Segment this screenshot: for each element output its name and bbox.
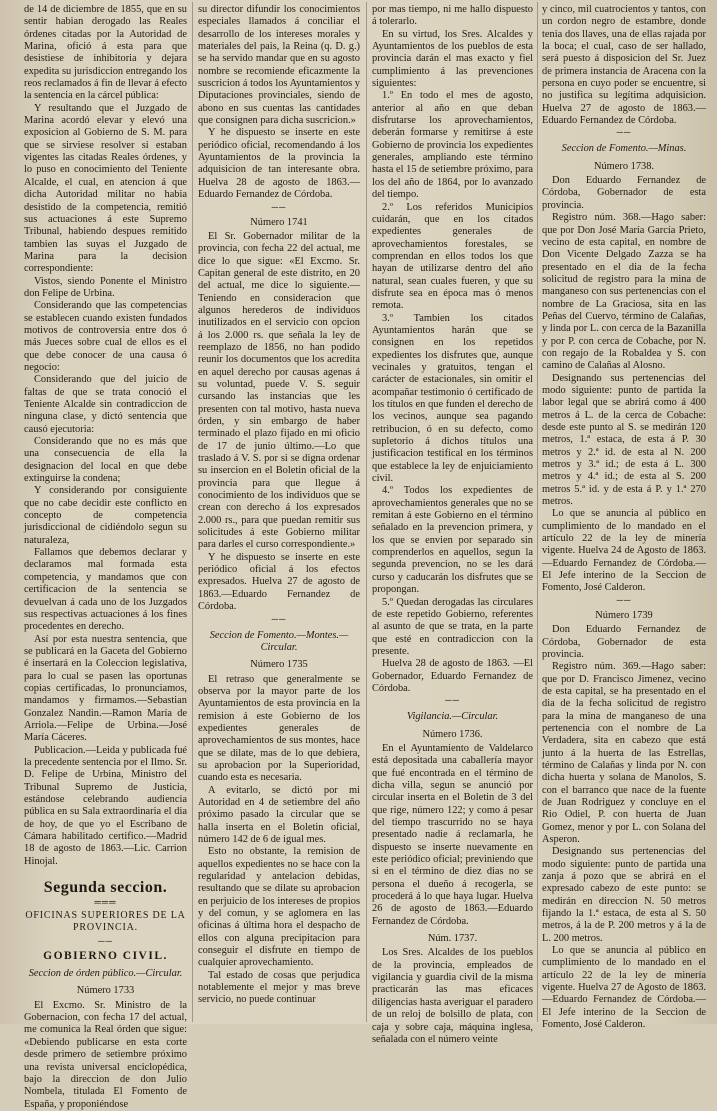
paragraph: de 14 de diciembre de 1855, que en su sentir habian derogado las Reales órdenes citadas por la Autoridad de Marina, ofició á esta para que desistiese de inhibitoria y dejara expedita su jurisdiccion entregando los reos reclamados á fin de llevar á efecto la sentencia en la cárcel pública: bbox=[24, 4, 187, 102]
subsection-heading: Seccion de órden público.—Circular. bbox=[28, 968, 183, 980]
column-rule bbox=[537, 2, 538, 1022]
paragraph: El Excmo. Sr. Ministro de la Gobernacion, con fecha 17 del actual, me comunica la Real órden que sigue: «Debiendo publicarse en esta corte desde primero de setiembre próximo una revista universal enciclopédica, bajo la direccion de don Julio Nombela, titulada El Fomento de España, y proponiéndose bbox=[24, 999, 187, 1110]
offices-heading: OFICINAS SUPERIORES DE LA PROVINCIA. bbox=[25, 910, 186, 934]
divider: ── bbox=[98, 935, 113, 946]
column-rule bbox=[192, 2, 193, 1022]
subsection-heading: Vigilancia.—Circular. bbox=[406, 711, 499, 723]
paragraph: Lo que se anuncia al público en cumplimiento de lo mandado en el artículo 22 de la ley de minería vigente. Huelva 24 de Agosto de 1863.—Eduardo Fernandez de Córdoba.—El Jefe interino de la Seccion de Fomento, José Calderon. bbox=[542, 508, 706, 594]
paragraph: 5.º Quedan derogadas las circulares de este repetido Gobierno, referentes al asunto de que se trata, en la parte que esté en contradiccion con la presente. bbox=[372, 596, 533, 657]
paragraph: 2.º Los referidos Municipios cuidarán, que en los citados expedientes generales de aprovechamientos forestales, se comprendan en ellos todos los que hayan de utilizarse dentro del año natural, sean cuales fueren, y que su disfrute sea en época mas ó menos remota. bbox=[372, 201, 533, 312]
notice-number: Núm. 1737. bbox=[427, 933, 478, 945]
notice-number: Número 1738. bbox=[593, 160, 655, 172]
paragraph: Designando sus pertenencias del modo siguiente: punto de partida una zanja á pozo que se abrirá en el expresado cabezo de este punto: se medirán en direccion N. 50 metros fijando la 1.ª estaca, de esta al S. 50 metros, á la de P. 200 metros y á la de L. 200 metros. bbox=[542, 846, 706, 944]
paragraph: y cinco, mil cuatrocientos y tantos, con un cordon negro de estambre, donde tenia dos llaves, una de ellas rajada por la boca; el cual, caso de ser hallado, será puesto á disposicion del Sr. Juez de primera instancia de Aracena con la persona en cuyo poder se encuentre, si no justifica su legítima adquisicion. Huelva 27 de agosto de 1863.—Eduardo Fernandez de Córdoba. bbox=[542, 4, 706, 127]
paragraph: Registro núm. 369.—Hago saber: que por D. Francisco Jimenez, vecino de esta capital, se ha presentado en el dia de la fecha solicitud de registro para la mina de manganeso de una pertenencia con el nombre de La Verdadera, sita en cabezo que está junto á la huerta de las Estrellas, término de Calañas y linda por N. con dicha huerta y solana de Manolos, S. con el barranco que nace de la fuente de Juan Rodriguez y concluye en el Rio Odiel, P. con huerta de Juan Gomez, menor y por L. con Solana del Asperon. bbox=[542, 661, 706, 845]
paragraph: Y he dispuesto se inserte en este periódico oficial á los efectos expresados. Huelva 27 de agosto de 1863.—Eduardo Fernandez de Córdoba. bbox=[198, 551, 360, 613]
paragraph: Designando sus pertenencias del modo siguiente: punto de partida la labor legal que se abrirá como á 400 metros á L. de la cerca de Cobache: desde este punto al S. se medirán 120 metros, 1.ª estaca, de esta á P. 30 metros y 2.ª id. de esta al N. 200 metros y 3.ª id.; de esta á L. 300 metros y 4.ª id.; de esta al S. 200 metros 5.ª id. y de esta á P. y 1.ª 270 metros. bbox=[542, 372, 706, 508]
divider: ── bbox=[616, 594, 632, 605]
divider: ── bbox=[271, 613, 287, 624]
paragraph: Don Eduardo Fernandez de Córdoba, Gobernador de esta provincia. bbox=[542, 175, 706, 211]
paragraph: Esto no obstante, la remision de aquellos expedientes no se hace con la regularidad y antelacion debidas, resultando que se dilate su aprobacion en perjuicio de los intereses de propios y del comun, y se aglomera en las oficinas á última hora el despacho de ellos con alguna precipitacion para conseguir el disfrute en tiempo de cualquier aprovechamiento. bbox=[198, 846, 360, 969]
column-3 bbox=[372, 4, 533, 1045]
paragraph: Así por esta nuestra sentencia, que se publicará en la Gaceta del Gobierno é insertará en la Coleccion legislativa, para lo cual se pasen las oportunas copias certificadas, lo pronunciamos, mandamos y firmamos.—Sebastian Gonzalez Nandin.—Ramon María de Arriola.—Felipe de Urbina.—José María Cáceres. bbox=[24, 633, 187, 744]
notice-number: Número 1735 bbox=[250, 659, 308, 671]
paragraph: Y resultando que el Juzgado de Marina acordó elevar y elevó una exposicion al Gobierno de S. M. para que se sirviese resolver si estaban vigentes las citadas Reales órdenes, y lo puso en conocimiento del Teniente Alcalde, el cual, en atencion á que dicha Autoridad militar no habia desistido de la competencia, remitió sus actuaciones á este Supremo Tribunal, habiendo despues remitido tambien las suyas el Juzgado de Marina para la decision correspondiente: bbox=[24, 102, 187, 275]
paragraph: Considerando que no es más que una consecuencia de ella la designacion del local en que debe extinguirse la condena; bbox=[24, 436, 187, 485]
paragraph: Huelva 28 de agosto de 1863. —El Gobernador, Eduardo Fernandez de Córdoba. bbox=[372, 658, 533, 694]
divider: ── bbox=[445, 695, 460, 706]
paragraph: Los Sres. Alcaldes de los pueblos de la provincia, empleados de vigilancia y guardia civil de la misma practicarán las mas eficaces diligencias hasta averiguar el paradero de un reloj de bolsillo de plata, con caja y sobre caja, máquina inglesa, señalada con el número veinte bbox=[372, 947, 533, 1045]
paragraph: 1.º En todo el mes de agosto, anterior al año en que deban disfrutarse los aprovechamientos, deberán formarse y remitirse á este Gobierno de provincia los expedientes generales, ampliando este término hasta el 15 de setiembre próximo, para los del año de 1864, por lo avanzado del tiempo. bbox=[372, 90, 533, 201]
paragraph: Don Eduardo Fernandez de Córdoba, Gobernador de esta provincia. bbox=[542, 624, 706, 660]
divider: ── bbox=[616, 127, 632, 138]
paragraph: A evitarlo, se dictó por mi Autoridad en 4 de setiembre del año próximo pasado la circular que se halla inserta en el Boletin oficial, número 142 de 6 de igual mes. bbox=[198, 784, 360, 845]
paragraph: Registro núm. 368.—Hago saber: que por Don José María García Prieto, vecino de esta capital, en nombre de Don Vicente Delgado Zazza se ha presentado en el dia de la fecha solicitud de registro para la mina de manganeso con sus pertenencias con el nombre de La Graciosa, sita en las Peñas del Cuervo, término de Calañas, y linda por L. con cerca de la Bazanilla y por P. con cerca de Cobache, por N. con regajo de la Robaldea y S. con camino de Calañas al Alosno. bbox=[542, 212, 706, 372]
notice-number: Número 1736. bbox=[422, 728, 483, 740]
column-4 bbox=[542, 4, 706, 1031]
paragraph: 4.º Todos los expedientes de aprovechamientos generales que no se remitan á este Gobierno en el término señalado en la prevencion primera, y los que se envien por separado sin comprenderlos en aquellos, segun la segunda prevencion, no se les dará curso y caducarán los disfrutes que se propongan. bbox=[372, 485, 533, 596]
notice-number: Número 1741 bbox=[250, 216, 308, 228]
paragraph: Lo que se anuncia al público en cumplimiento de lo mandado en el artículo 22 de la ley de minería vigente. Huelva 27 de Agosto de 1863.—Eduardo Fernandez de Córdoba.—El Jefe interino de la Seccion de Fomento, José Calderon. bbox=[542, 945, 706, 1031]
paragraph: Considerando que del juicio de faltas de que se trata conoció el Teniente Alcalde sin contradiccion de ninguna clase, y dictó sentencia que causó ejecutoria: bbox=[24, 374, 187, 435]
paragraph: Tal estado de cosas que perjudica notablemente el mejor y mas breve servicio, no puede continuar bbox=[198, 969, 360, 1006]
paragraph: Fallamos que debemos declarar y declaramos mal formada esta competencia, y mandamos que con certificacion de la sentencia se devuelvan á cada uno de los Juzgados sus respectivas actuaciones á los fines procedentes en derecho. bbox=[24, 547, 187, 633]
notice-number: Número 1733 bbox=[76, 985, 135, 997]
paragraph: su director difundir los conocimientos especiales llamados á conciliar el desarrollo de los intereses morales y materiales del pais, la Reina (q. D. g.) se ha servido mandar que en su agosto nombre se recomiende eficazmente la suscricion á todos los Ayuntamientos y Diputaciones provinciales, siendo de abono en sus cuentas las cantidades que consignen para dicha suscricion.» bbox=[198, 4, 360, 127]
paragraph: por mas tiempo, ni me hallo dispuesto á tolerarlo. bbox=[372, 4, 533, 28]
paragraph: Considerando que las competencias se establecen cuando existen fundados motivos de controversia entre dos ó más Jueces sobre cual de ellos es el que debe conocer de una causa ó negocio: bbox=[24, 300, 187, 373]
divider: ═══ bbox=[94, 897, 117, 908]
column-1 bbox=[24, 4, 187, 1110]
column-rule bbox=[366, 2, 367, 1022]
paragraph: Vistos, siendo Ponente el Ministro don Felipe de Urbina. bbox=[24, 275, 187, 299]
subsection-heading: Seccion de Fomento.—Montes.—Circular. bbox=[209, 629, 349, 653]
notice-number: Número 1739 bbox=[595, 609, 653, 621]
paragraph: En el Ayuntamiento de Valdelarco está depositada una caballería mayor que fué encontrada en el término de dicha villa, segun se anunció por circular inserta en el Boletin de 3 del que rige, número 122; y como á pesar del tiempo trascurrido no se haya presentado nadie á reclamarla, he dispuesto se inserte nuevamente en este periódico oficial; previniendo que si en el término de diez dias no se persona el dueño á recogerla, se procederá á lo que haya lugar. Huelva 26 de agosto de 1863.—Eduardo Fernandez de Córdoba. bbox=[372, 742, 533, 927]
government-heading: GOBIERNO CIVIL. bbox=[43, 949, 168, 962]
paragraph: El Sr. Gobernador militar de la provincia, con fecha 22 del actual, me dice lo que sigue: «El Excmo. Sr. Capitan general de este distrito, en 20 del actual, me dice lo siguiente.—Teniendo en consideracion que algunos herederos de individuos inutilizados en el servicio con opcion á los 2.000 rs. que señala la ley de reemplazo de 1856, no han podido reunir los documentos que los acredita en aquel derecho por causas agenas á su voluntad, puede V. S. seguir cursando las instancias que les presenten con tal motivo, hasta nueva órden, y sin embargo de haber terminado el plazo fijado en mi oficio de 17 de junio último.—Lo que traslado á V. S. por si se digna ordenar su insercion en el Boletin oficial de la provincia para que llegue á conocimiento de los individuos que se crean con derecho á los expresados 2.000 rs., para que puedan remitir sus solicitudes á este Gobierno militar para darles el curso correspondiente.» bbox=[198, 230, 360, 551]
paragraph: El retraso que generalmente se observa por la mayor parte de los Ayuntamientos de esta provincia en la remision á este Gobierno de los expedientes generales de aprovechamientos de sus montes, hace que se dilate, mas de lo que debiera, su aprobacion por la Superioridad, cuando esta es necesaria. bbox=[198, 673, 360, 784]
subsection-heading: Seccion de Fomento.—Minas. bbox=[561, 143, 687, 155]
paragraph: Publicacion.—Leida y publicada fué la precedente sentencia por el Ilmo. Sr. D. Felipe de Urbina, Ministro del Tribunal Supremo de Justicia, estándose celebrando audiencia pública en su Sala extraordinaria el dia de hoy, de que yo el Escribano de Cámara habilitado certifico.—Madrid 18 de agosto de 1863.—Lic. Carrion Hinojal. bbox=[24, 744, 187, 867]
paragraph: Y he dispuesto se inserte en este periódico oficial, recomendando á los Ayuntamientos de la provincia la adquisicion de tan interesante obra. Huelva 28 de agosto de 1863.—Eduardo Fernandez de Córdoba. bbox=[198, 127, 360, 201]
paragraph: En su virtud, los Sres. Alcaldes y Ayuntamientos de los pueblos de esta provincia darán el mas exacto y fiel cumplimiento á las prevenciones siguientes: bbox=[372, 28, 533, 90]
divider: ── bbox=[271, 201, 287, 212]
column-2 bbox=[198, 4, 360, 1020]
section-heading: Segunda seccion. bbox=[43, 879, 168, 897]
paragraph: 3.º Tambien los citados Ayuntamientos harán que se consignen en los repetidos expedientes los disfrutes que, aunque vecinales y gratuitos, tengan el carácter de estacionales, sin omitir el acompañar testimonio ó certificado de los títulos en que funden el derecho de los vecinos, aunque sea pagando retribucion, ó en su defecto, como supletorio á dichos títulos una justificacion testifical en los términos que establece la ley de enjuiciamiento civil. bbox=[372, 312, 533, 485]
paragraph: Y considerando por consiguiente que no cabe decidir este conflicto en concepto de competencia jurisdiccional de cidiéndolo segun su naturaleza, bbox=[24, 485, 187, 546]
